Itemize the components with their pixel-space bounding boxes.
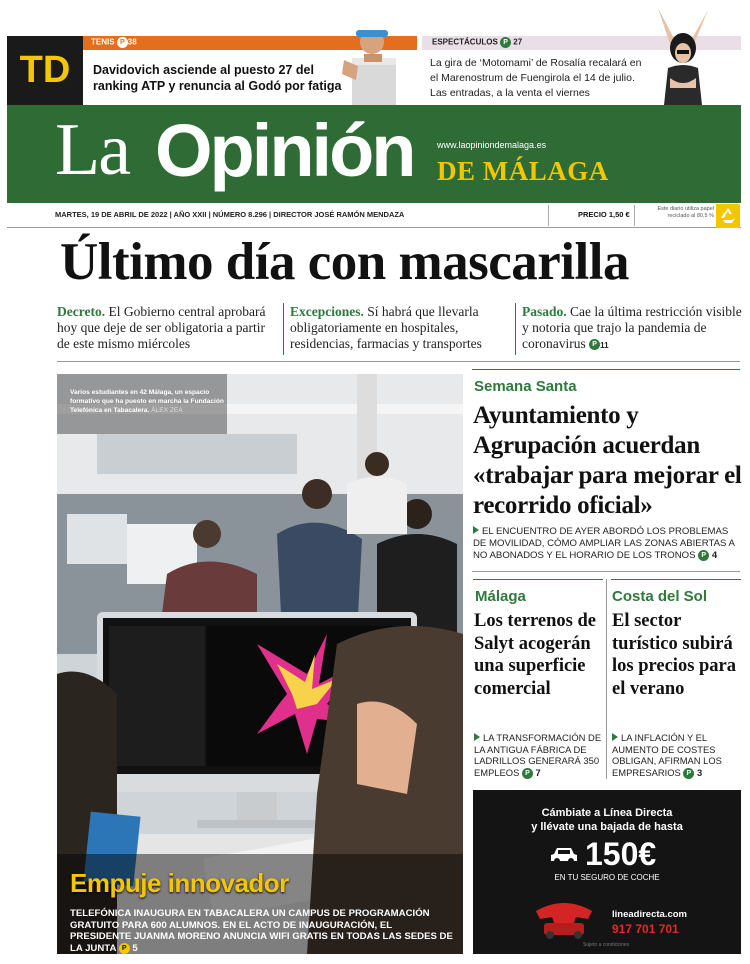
tennis-page: 38: [127, 37, 137, 47]
column-text: Cae la última restricción visible y notoria que trajo la pandemia de coronavirus: [522, 304, 742, 351]
masthead-la: La: [55, 109, 130, 191]
story-page: 7: [535, 766, 541, 778]
divider: [515, 303, 516, 355]
ad-line-1: Cámbiate a Línea Directa: [541, 807, 673, 819]
tennis-player-photo: [338, 20, 410, 105]
arrow-icon: [474, 733, 480, 741]
lead-photo[interactable]: [57, 374, 463, 954]
costa-headline[interactable]: El sector turístico subirá los precios para el verano: [612, 611, 737, 699]
page-icon: P: [698, 550, 709, 561]
date: MARTES, 19 DE ABRIL DE 2022: [55, 210, 168, 219]
arrow-icon: [473, 526, 479, 534]
ad-line-2: y llévate una bajada de hasta: [531, 821, 683, 833]
column-text: Sí habrá que llevarla obligatoriamente en hospitales, residencias, farmacias y transportes: [290, 304, 482, 351]
tennis-text: Davidovich asciende al puesto 27 del ranking ATP y renuncia al Godó por fatiga: [93, 63, 342, 93]
rosalia-photo: [648, 8, 718, 105]
semana-santa-headline[interactable]: Ayuntamiento y Agrupación acuerdan «trabajar para mejorar el recorrido oficial»: [473, 402, 742, 519]
tennis-tag-label: TENIS: [91, 37, 115, 47]
ad-subtitle: EN TU SEGURO DE COCHE: [554, 873, 660, 882]
ad-headline: [473, 806, 741, 834]
column-text: El Gobierno central aprobará hoy que deje de ser obligatoria a partir de este mismo miércoles: [57, 304, 266, 351]
ad-url[interactable]: lineadirecta.com: [612, 909, 687, 920]
espectaculos-text: La gira de ‘Motomami’ de Rosalía recalará en el Marenostrum de Fuengirola el 14 de julio. Las entradas, a la venta el viernes: [430, 57, 642, 99]
page-icon: P: [683, 768, 694, 779]
column-label: Excepciones.: [290, 304, 364, 319]
section-semana-santa: Semana Santa: [474, 378, 577, 395]
column-page: 11: [600, 341, 609, 350]
intro-column-3: [522, 304, 744, 354]
masthead-opinion: Opinión: [155, 109, 414, 192]
tennis-tag: [91, 37, 137, 48]
column-label: Decreto.: [57, 304, 106, 319]
malaga-deck: [474, 732, 602, 779]
td-badge: TD: [7, 36, 83, 105]
divider: [473, 579, 603, 580]
divider: [548, 205, 549, 226]
page-icon: P: [117, 37, 128, 48]
photo-caption: [70, 388, 230, 415]
dateline-info: MARTES, 19 DE ABRIL DE 2022 | AÑO XXII | NÚMERO 8.296 | DIRECTOR JOSÉ RAMÓN MENDAZA: [55, 210, 405, 219]
malaga-headline[interactable]: Los terrenos de Salyt acogerán una superficie comercial: [474, 611, 596, 699]
director: DIRECTOR JOSÉ RAMÓN MENDAZA: [273, 210, 405, 219]
deck-text: TELEFÓNICA INAUGURA EN TABACALERA UN CAMPUS DE PROGRAMACIÓN GRATUITO PARA 600 ALUMNOS. EN EL ACTO DE INAUGURACIÓN, EL PRESIDENTE JUANMA MORENO ANUNCIA WIFI GRATIS EN TODAS LAS SEDES DE LA JUNTA: [70, 908, 453, 954]
column-label: Pasado.: [522, 304, 567, 319]
page-icon: P: [500, 37, 511, 48]
page-icon: P: [119, 943, 130, 954]
ad-fineprint: Sujeto a condiciones: [583, 942, 630, 948]
divider: [472, 571, 740, 572]
semana-santa-deck: [473, 526, 741, 562]
section-malaga: Málaga: [475, 588, 526, 605]
photo-page: 5: [132, 942, 138, 954]
intro-column-2: [290, 304, 512, 352]
main-headline[interactable]: Último día con mascarilla: [60, 233, 629, 291]
section-costa-del-sol: Costa del Sol: [612, 588, 708, 605]
car-icon: [550, 846, 578, 864]
page-icon: P: [522, 768, 533, 779]
deck-text: LA TRANSFORMACIÓN DE LA ANTIGUA FÁBRICA DE LADRILLOS GENERARÁ 350 EMPLEOS: [474, 732, 602, 778]
arrow-icon: [612, 733, 618, 741]
red-phone-icon: [530, 893, 598, 941]
espectaculos-tag-label: ESPECTÁCULOS: [432, 37, 498, 47]
divider: [283, 303, 284, 355]
divider: [611, 579, 741, 580]
intro-column-1: [57, 304, 279, 352]
deck-text: EL ENCUENTRO DE AYER ABORDÓ LOS PROBLEMAS DE MOVILIDAD, CÓMO AMPLIAR LAS ZONAS ABIERTAS A NO ABONADOS Y EL HORARIO DE LOS TRONOS: [473, 526, 735, 562]
recycle-text: Este diario utiliza papel reciclado al 80,5 %: [657, 206, 714, 219]
recycle-icon: [716, 204, 740, 228]
price: PRECIO 1,50 €: [578, 210, 630, 219]
divider: [472, 369, 740, 370]
divider: [57, 361, 740, 362]
story-page: 4: [711, 550, 718, 562]
costa-deck: [612, 732, 740, 779]
masthead-url[interactable]: www.laopiniondemalaga.es: [437, 140, 547, 150]
photo-title[interactable]: Empuje innovador: [70, 868, 289, 898]
year: AÑO XXII: [173, 210, 207, 219]
masthead-subtitle: DE MÁLAGA: [437, 156, 609, 186]
ad-amount: 150€: [585, 836, 657, 872]
divider: [634, 205, 635, 226]
photo-credit: ÁLEX ZEA: [151, 407, 183, 414]
deck-text: LA INFLACIÓN Y EL AUMENTO DE COSTES OBLIGAN, AFIRMAN LOS EMPRESARIOS: [612, 732, 722, 778]
photo-deck: [70, 908, 455, 954]
story-page: 3: [696, 766, 703, 778]
espectaculos-page: 27: [513, 37, 523, 47]
ad-phone[interactable]: 917 701 701: [612, 922, 679, 936]
divider: [606, 579, 607, 779]
caption-text: Varios estudiantes en 42 Málaga, un espacio formativo que ha puesto en marcha la Fundación Telefónica en Tabacalera.: [70, 389, 224, 414]
page-icon: P: [589, 339, 600, 350]
issue-number: NÚMERO 8.296: [212, 210, 267, 219]
espectaculos-tag: [432, 37, 522, 48]
